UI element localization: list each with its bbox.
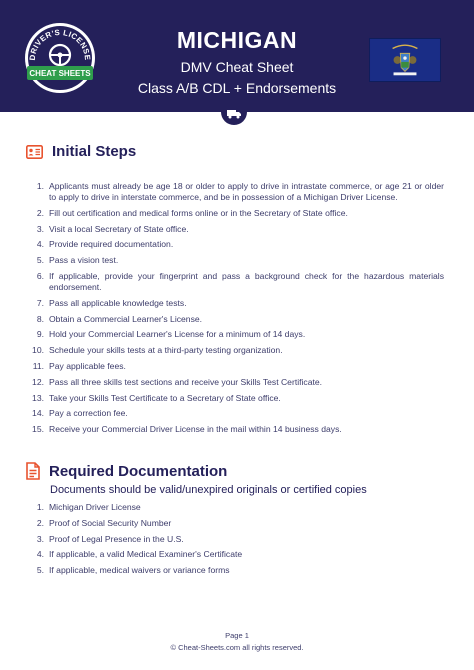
item-text: Fill out certification and medical forms online or in the Secretary of State office. <box>49 207 348 218</box>
copyright: © Cheat-Sheets.com all rights reserved. <box>170 643 304 652</box>
item-text: Take your Skills Test Certificate to a Secretary of State office. <box>49 392 281 403</box>
item-number: 15. <box>32 424 44 435</box>
item-text: Michigan Driver License <box>49 502 141 512</box>
list-item <box>24 255 444 266</box>
list-item <box>24 502 444 513</box>
truck-badge <box>221 103 247 125</box>
item-text: If applicable, provide your fingerprint and pass a background check for the hazardous materials endorsement. <box>49 270 444 292</box>
item-number: 8. <box>36 313 44 324</box>
item-number: 7. <box>36 297 44 308</box>
list-item <box>24 345 444 356</box>
item-text: If applicable, a valid Medical Examiner's Certificate <box>49 549 243 560</box>
section-title: Initial Steps <box>52 143 137 160</box>
item-number: 10. <box>32 345 44 356</box>
list-item <box>24 181 444 203</box>
document-icon <box>26 462 40 480</box>
required-docs-heading <box>26 462 227 480</box>
item-text: Obtain a Commercial Learner's License. <box>49 313 203 324</box>
item-number: 12. <box>32 376 44 387</box>
item-text: Schedule your skills tests at a third-party testing organization. <box>49 345 283 356</box>
list-item <box>24 377 444 388</box>
list-item <box>24 271 444 293</box>
section-title: Required Documentation <box>49 462 228 480</box>
item-number: 5. <box>36 255 44 266</box>
item-number: 4. <box>36 239 44 250</box>
item-text: Receive your Commercial Driver License in the mail within 14 business days. <box>49 424 342 435</box>
list-item <box>24 534 444 545</box>
item-number: 13. <box>32 392 44 403</box>
item-text: Proof of Social Security Number <box>49 517 172 528</box>
item-text: Visit a local Secretary of State office. <box>49 223 189 234</box>
list-item <box>24 518 444 529</box>
item-number: 3. <box>36 533 44 544</box>
item-number: 1. <box>36 502 44 512</box>
list-item <box>24 208 444 219</box>
item-text: Pass a vision test. <box>49 255 119 266</box>
list-item <box>24 329 444 340</box>
item-text: If applicable, medical waivers or variance forms <box>49 565 230 576</box>
required-docs-list <box>24 502 444 581</box>
license-class-title: Class A/B CDL + Endorsements <box>137 80 337 96</box>
item-number: 9. <box>36 329 44 340</box>
page-number: Page 1 <box>225 631 249 640</box>
initial-steps-list <box>24 181 444 440</box>
item-number: 14. <box>32 408 44 419</box>
list-item <box>24 239 444 250</box>
list-item <box>24 393 444 404</box>
sheet-subtitle: DMV Cheat Sheet <box>180 59 294 75</box>
id-card-icon <box>26 145 43 159</box>
item-number: 5. <box>36 565 44 576</box>
state-title: MICHIGAN <box>176 27 298 53</box>
item-number: 2. <box>36 207 44 218</box>
list-item <box>24 314 444 325</box>
list-item <box>24 549 444 560</box>
item-number: 3. <box>36 223 44 234</box>
initial-steps-heading <box>26 143 136 160</box>
item-text: Applicants must already be age 18 or older to apply to drive in intrastate commerce, or age 21 or older to apply to drive in interstate commerce, and be in possession of a Michigan Driver License. <box>49 181 444 202</box>
item-number: 1. <box>36 181 44 191</box>
logo-bottom-text: CHEAT SHEETS <box>29 69 91 78</box>
item-number: 11. <box>32 360 44 371</box>
list-item <box>24 424 444 435</box>
item-text: Provide required documentation. <box>49 239 174 250</box>
list-item <box>24 224 444 235</box>
section-subtitle: Documents should be valid/unexpired originals or certified copies <box>50 484 367 496</box>
item-text: Proof of Legal Presence in the U.S. <box>49 533 184 544</box>
item-text: Pass all three skills test sections and receive your Skills Test Certificate. <box>49 376 323 387</box>
truck-icon <box>221 103 247 125</box>
list-item <box>24 361 444 372</box>
list-item <box>24 298 444 309</box>
item-text: Hold your Commercial Learner's License for a minimum of 14 days. <box>49 329 306 340</box>
item-number: 6. <box>36 270 44 281</box>
michigan-flag-icon <box>369 38 441 82</box>
item-number: 2. <box>36 517 44 528</box>
item-text: Pay a correction fee. <box>49 408 128 419</box>
item-number: 4. <box>36 549 44 560</box>
item-text: Pass all applicable knowledge tests. <box>49 297 187 308</box>
item-text: Pay applicable fees. <box>49 360 126 371</box>
list-item <box>24 408 444 419</box>
page-header <box>0 0 474 112</box>
logo-top-text: DRIVER'S LICENSE <box>27 27 93 61</box>
list-item <box>24 565 444 576</box>
